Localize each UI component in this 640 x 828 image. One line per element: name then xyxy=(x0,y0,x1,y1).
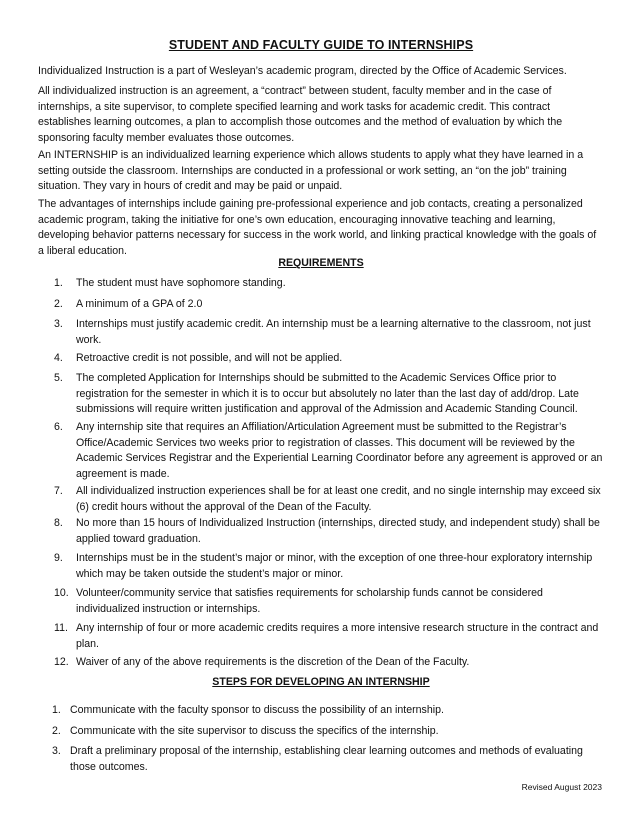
requirement-text: Internships must justify academic credit. An internship must be a learning alternative to the classroom, not just work. xyxy=(76,318,591,346)
requirement-text: A minimum of a GPA of 2.0 xyxy=(76,298,203,310)
requirement-text: All individualized instruction experiences shall be for at least one credit, and no single internship may exceed six (6) credit hours without the approval of the Dean of the Faculty. xyxy=(76,485,601,513)
requirement-number: 6. xyxy=(54,421,63,433)
requirement-number: 1. xyxy=(54,277,63,289)
intro-paragraph-3: An INTERNSHIP is an individualized learning experience which allows students to apply what they have learned in a setting outside the classroom. Internships are conducted in a professional or work setting, an “on the job” training situation. They vary in hours of credit and may be paid or unpaid. xyxy=(38,149,584,192)
step-number: 2. xyxy=(52,725,61,737)
revision-note: Revised August 2023 xyxy=(521,782,602,792)
requirement-number: 8. xyxy=(54,517,63,529)
step-number: 1. xyxy=(52,704,61,716)
intro-paragraph-1: Individualized Instruction is a part of Wesleyan’s academic program, directed by the Office of Academic Services. xyxy=(38,65,567,77)
requirement-number: 3. xyxy=(54,318,63,330)
intro-paragraph-4: The advantages of internships include gaining pre-professional experience and job contacts, creating a personalized academic program, taking the initiative for one’s own education, encouraging innovative teaching and learning, developing behavior patterns necessary for success in the work world, and linking practical knowledge with the goals of a liberal education. xyxy=(38,198,597,257)
requirement-number: 10. xyxy=(54,587,69,599)
requirement-text: No more than 15 hours of Individualized Instruction (internships, directed study, and independent study) shall be applied toward graduation. xyxy=(76,517,600,545)
requirement-number: 11. xyxy=(54,622,68,634)
requirement-text: Any internship site that requires an Affiliation/Articulation Agreement must be submitted to the Registrar’s Office/Academic Services two weeks prior to registration of classes. This document will be reviewed by the Academic Services Registrar and the Experiential Learning Coordinator before any agreement is approved or an agreement is made. xyxy=(76,421,603,480)
steps-heading: STEPS FOR DEVELOPING AN INTERNSHIP xyxy=(212,676,430,688)
requirement-text: Volunteer/community service that satisfies requirements for scholarship funds cannot be considered individualized instruction or internships. xyxy=(76,587,543,615)
requirement-number: 4. xyxy=(54,352,63,364)
intro-paragraph-2: All individualized instruction is an agreement, a “contract” between student, faculty member and in the case of internships, a site supervisor, to complete specified learning and work tasks for academic credit. This contract establishes learning outcomes, a plan to accomplish those outcomes and the method of evaluation by which the sponsoring faculty member evaluates those outcomes. xyxy=(38,85,563,144)
document-title: STUDENT AND FACULTY GUIDE TO INTERNSHIPS xyxy=(168,38,474,52)
step-text: Draft a preliminary proposal of the internship, establishing clear learning outcomes and methods of evaluating those outcomes. xyxy=(70,745,583,773)
requirement-number: 9. xyxy=(54,552,63,564)
requirement-text: Retroactive credit is not possible, and will not be applied. xyxy=(76,352,343,364)
requirement-number: 5. xyxy=(54,372,63,384)
step-text: Communicate with the site supervisor to discuss the specifics of the internship. xyxy=(70,725,439,737)
requirement-text: The completed Application for Internships should be submitted to the Academic Services Office prior to registration for the semester in which it is to occur but absolutely no later than the last day of add/drop. Late submissions will require written justification and approval of the Admission and Academic Standing Council. xyxy=(76,372,579,415)
step-text: Communicate with the faculty sponsor to discuss the possibility of an internship. xyxy=(70,704,444,716)
step-number: 3. xyxy=(52,745,61,757)
requirement-text: Waiver of any of the above requirements is the discretion of the Dean of the Faculty. xyxy=(76,656,470,668)
requirements-heading: REQUIREMENTS xyxy=(278,257,364,269)
requirement-text: Any internship of four or more academic credits requires a more intensive research structure in the contract and plan. xyxy=(76,622,599,650)
requirement-number: 2. xyxy=(54,298,63,310)
requirement-number: 7. xyxy=(54,485,63,497)
requirement-text: The student must have sophomore standing. xyxy=(76,277,286,289)
requirement-text: Internships must be in the student’s major or minor, with the exception of one three-hour exploratory internship which may be taken outside the student’s major or minor. xyxy=(76,552,593,580)
requirement-number: 12. xyxy=(54,656,69,668)
